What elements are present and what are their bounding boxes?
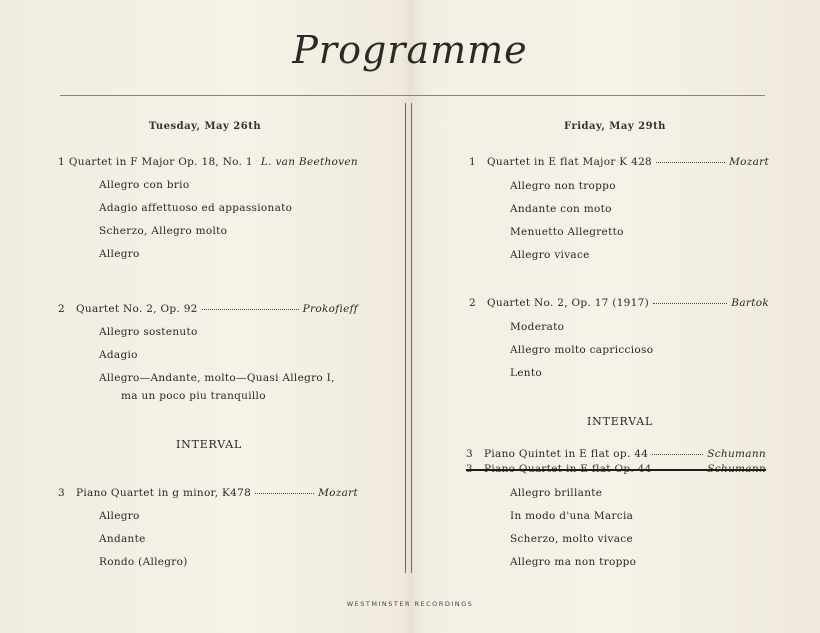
movement: Menuetto Allegretto: [510, 226, 624, 238]
movement: In modo d'una Marcia: [510, 510, 634, 522]
dot-leader: [255, 493, 314, 494]
movement: Allegro molto capriccioso: [510, 344, 654, 356]
piece-number: 2: [58, 303, 65, 315]
dot-leader: [652, 454, 703, 455]
piece-composer: Mozart: [729, 156, 769, 168]
left-piece-2: [58, 303, 358, 315]
piece-number: 1: [58, 156, 65, 168]
piece-work: Piano Quartet in g minor, K478: [76, 487, 252, 499]
title-rule: [60, 95, 765, 96]
right-piece-3: [466, 448, 766, 460]
movement: Allegro vivace: [510, 249, 590, 261]
piece-composer: L. van Beethoven: [260, 156, 358, 168]
fold-line-left: [405, 103, 406, 573]
movement: Allegro—Andante, molto—Quasi Allegro I,: [99, 372, 335, 384]
right-piece-1: [469, 156, 769, 168]
piece-work: Quartet No. 2, Op. 17 (1917): [487, 297, 650, 309]
piece-work: Quartet in E flat Major K 428: [487, 156, 653, 168]
movement: Lento: [510, 367, 542, 379]
movement: Adagio affettuoso ed appassionato: [99, 202, 293, 214]
left-interval: INTERVAL: [176, 438, 243, 451]
piece-work: Quartet No. 2, Op. 92: [76, 303, 198, 315]
dot-leader: [202, 309, 299, 310]
movement: Allegro non troppo: [510, 180, 616, 192]
movement: Allegro: [99, 510, 140, 522]
movement: Scherzo, Allegro molto: [99, 225, 228, 237]
movement: Adagio: [99, 349, 138, 361]
movement: Andante con moto: [510, 203, 612, 215]
programme-title: Programme: [292, 28, 528, 72]
piece-work: Quartet in F Major Op. 18, No. 1: [68, 156, 253, 168]
piece-number: 2: [469, 297, 476, 309]
fold-line-right: [411, 103, 412, 573]
movement: Scherzo, molto vivace: [510, 533, 633, 545]
piece-number: 1: [469, 156, 476, 168]
left-piece-3: [58, 487, 358, 499]
movement: ma un poco piu tranquillo: [121, 390, 266, 402]
movement: Allegro brillante: [510, 487, 603, 499]
movement: Rondo (Allegro): [99, 556, 188, 568]
piece-number: 3: [58, 487, 65, 499]
strikethrough-line: [466, 469, 766, 471]
piece-composer: Prokofieff: [302, 303, 358, 315]
right-piece-2: [469, 297, 769, 309]
piece-composer: Schumann: [707, 448, 766, 460]
right-day-heading: Friday, May 29th: [564, 121, 666, 132]
piece-work: Piano Quintet in E flat op. 44: [484, 448, 649, 460]
piece-composer: Mozart: [318, 487, 358, 499]
dot-leader: [656, 162, 725, 163]
left-piece-1: [58, 156, 358, 168]
dot-leader: [653, 303, 727, 304]
movement: Andante: [99, 533, 146, 545]
left-day-heading: Tuesday, May 26th: [148, 121, 262, 132]
footer-imprint: WESTMINSTER RECORDINGS: [346, 600, 474, 608]
movement: Allegro: [99, 248, 140, 260]
movement: Moderato: [510, 321, 565, 333]
right-interval: INTERVAL: [587, 415, 654, 428]
piece-composer: Bartok: [731, 297, 769, 309]
movement: Allegro sostenuto: [99, 326, 198, 338]
movement: Allegro ma non troppo: [510, 556, 637, 568]
movement: Allegro con brio: [99, 179, 190, 191]
right-struck-piece: [466, 463, 766, 475]
piece-number: 3: [466, 448, 473, 460]
